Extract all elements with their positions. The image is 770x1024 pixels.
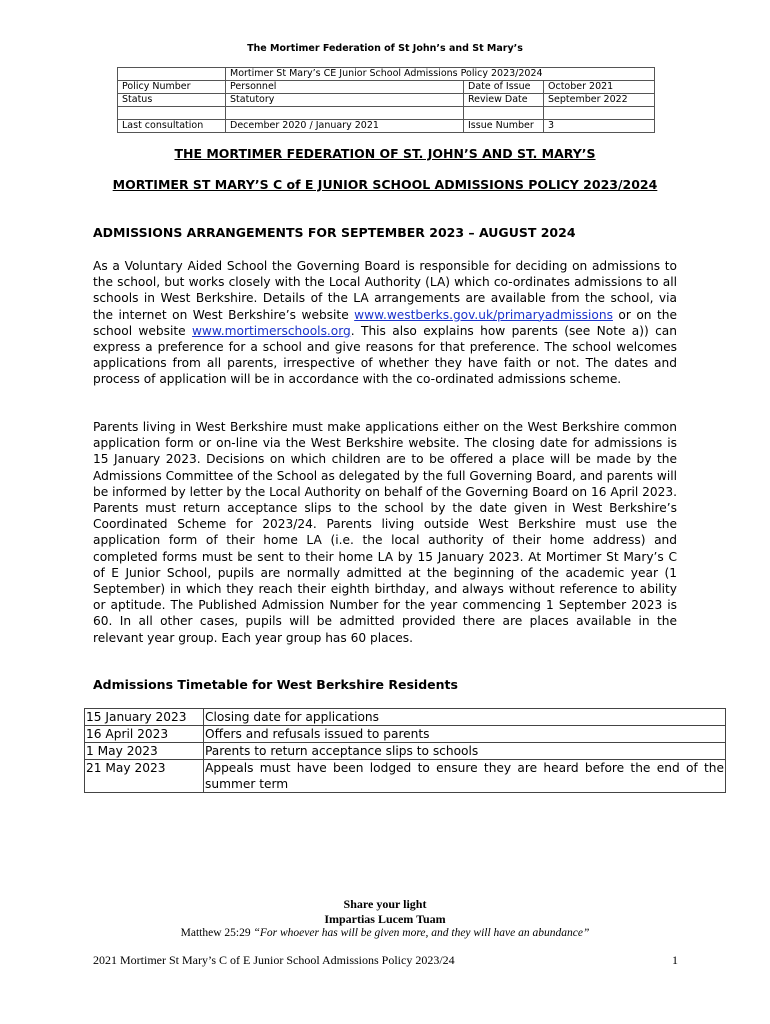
timetable-event: Parents to return acceptance slips to schools — [204, 743, 726, 760]
intro-paragraph — [93, 258, 677, 388]
timetable-heading: Admissions Timetable for West Berkshire Residents — [93, 677, 458, 692]
intro-text-c: . This also explains how parents (see Note a)) can express a preference for a school and give reasons for that preference. The school welcomes applications from all parents, irrespective of whether they have faith or not. The dates and process of application will be in accordance with the co-ordinated admissions scheme. — [93, 323, 677, 387]
page-number: 1 — [672, 953, 678, 967]
mortimerschools-link[interactable]: www.mortimerschools.org — [191, 323, 351, 338]
review-date-label: Review Date — [464, 94, 544, 107]
meta-blank — [544, 107, 655, 120]
policy-title: MORTIMER ST MARY’S C of E JUNIOR SCHOOL ADMISSIONS POLICY 2023/2024 — [112, 177, 658, 192]
timetable-table — [84, 708, 726, 793]
personnel-value: Personnel — [226, 81, 464, 94]
latin-motto: Impartias Lucem Tuam — [324, 912, 446, 926]
timetable-event: Closing date for applications — [204, 709, 726, 726]
meta-blank — [464, 107, 544, 120]
verse-text: “For whoever has will be given more, and they will have an abundance” — [253, 927, 590, 939]
issue-number-label: Issue Number — [464, 120, 544, 133]
document-footer-line: 2021 Mortimer St Mary’s C of E Junior School Admissions Policy 2023/24 — [93, 953, 455, 967]
federation-title: THE MORTIMER FEDERATION OF ST. JOHN’S AND ST. MARY’S — [174, 146, 596, 161]
verse-reference: Matthew 25:29 — [180, 927, 251, 939]
last-consultation-label: Last consultation — [118, 120, 226, 133]
meta-blank — [118, 107, 226, 120]
meta-blank — [226, 107, 464, 120]
table-row — [85, 709, 726, 726]
meta-empty — [118, 68, 226, 81]
last-consultation-value: December 2020 / January 2021 — [226, 120, 464, 133]
table-row — [85, 760, 726, 793]
timetable-event: Offers and refusals issued to parents — [204, 726, 726, 743]
issue-number-value: 3 — [544, 120, 655, 133]
motto: Share your light — [343, 897, 427, 911]
review-date-value: September 2022 — [544, 94, 655, 107]
date-of-issue-label: Date of Issue — [464, 81, 544, 94]
section-heading: ADMISSIONS ARRANGEMENTS FOR SEPTEMBER 2023 – AUGUST 2024 — [93, 225, 576, 240]
status-label: Status — [118, 94, 226, 107]
bible-verse — [0, 927, 770, 939]
timetable-date: 16 April 2023 — [85, 726, 204, 743]
policy-title-cell: Mortimer St Mary’s CE Junior School Admissions Policy 2023/2024 — [226, 68, 655, 81]
intro-text-b: or on the school website — [93, 307, 677, 338]
table-row — [85, 726, 726, 743]
timetable-date: 15 January 2023 — [85, 709, 204, 726]
date-of-issue-value: October 2021 — [544, 81, 655, 94]
applications-paragraph: Parents living in West Berkshire must make applications either on the West Berkshire common application form or on-line via the West Berkshire website. The closing date for admissions is 15 January 2023. Decisions on which children are to be offered a place will be made by the Admissions Committee of the School as delegated by the full Governing Board, and parents will be informed by letter by the Local Authority on behalf of the Governing Board on 16 April 2023. Parents must return acceptance slips to the school by the date given in West Berkshire’s Coordinated Scheme for 2023/24. Parents living outside West Berkshire must use the application form of their home LA (i.e. the local authority of their home address) and completed forms must be sent to their home LA by 15 January 2023. At Mortimer St Mary’s C of E Junior School, pupils are normally admitted at the beginning of the academic year (1 September) in which they reach their eighth birthday, and always without reference to ability or aptitude. The Published Admission Number for the year commencing 1 September 2023 is 60. In all other cases, pupils will be admitted provided there are places available in the relevant year group. Each year group has 60 places. — [93, 420, 677, 645]
policy-number-label: Policy Number — [118, 81, 226, 94]
intro-text-a: As a Voluntary Aided School the Governing Board is responsible for deciding on admissions to the school, but works closely with the Local Authority (LA) which co-ordinates admissions to all schools in West Berkshire. Details of the LA arrangements are available from the school, via the internet on West Berkshire’s website — [93, 259, 677, 322]
status-value: Statutory — [226, 94, 464, 107]
timetable-date: 21 May 2023 — [85, 760, 204, 793]
timetable-date: 1 May 2023 — [85, 743, 204, 760]
westberks-link[interactable]: www.westberks.gov.uk/primaryadmissions — [354, 307, 613, 322]
policy-meta-table — [117, 67, 655, 133]
table-row — [85, 743, 726, 760]
federation-header: The Mortimer Federation of St John’s and St Mary’s — [247, 43, 523, 54]
timetable-event: Appeals must have been lodged to ensure they are heard before the end of the summer term — [205, 761, 724, 791]
